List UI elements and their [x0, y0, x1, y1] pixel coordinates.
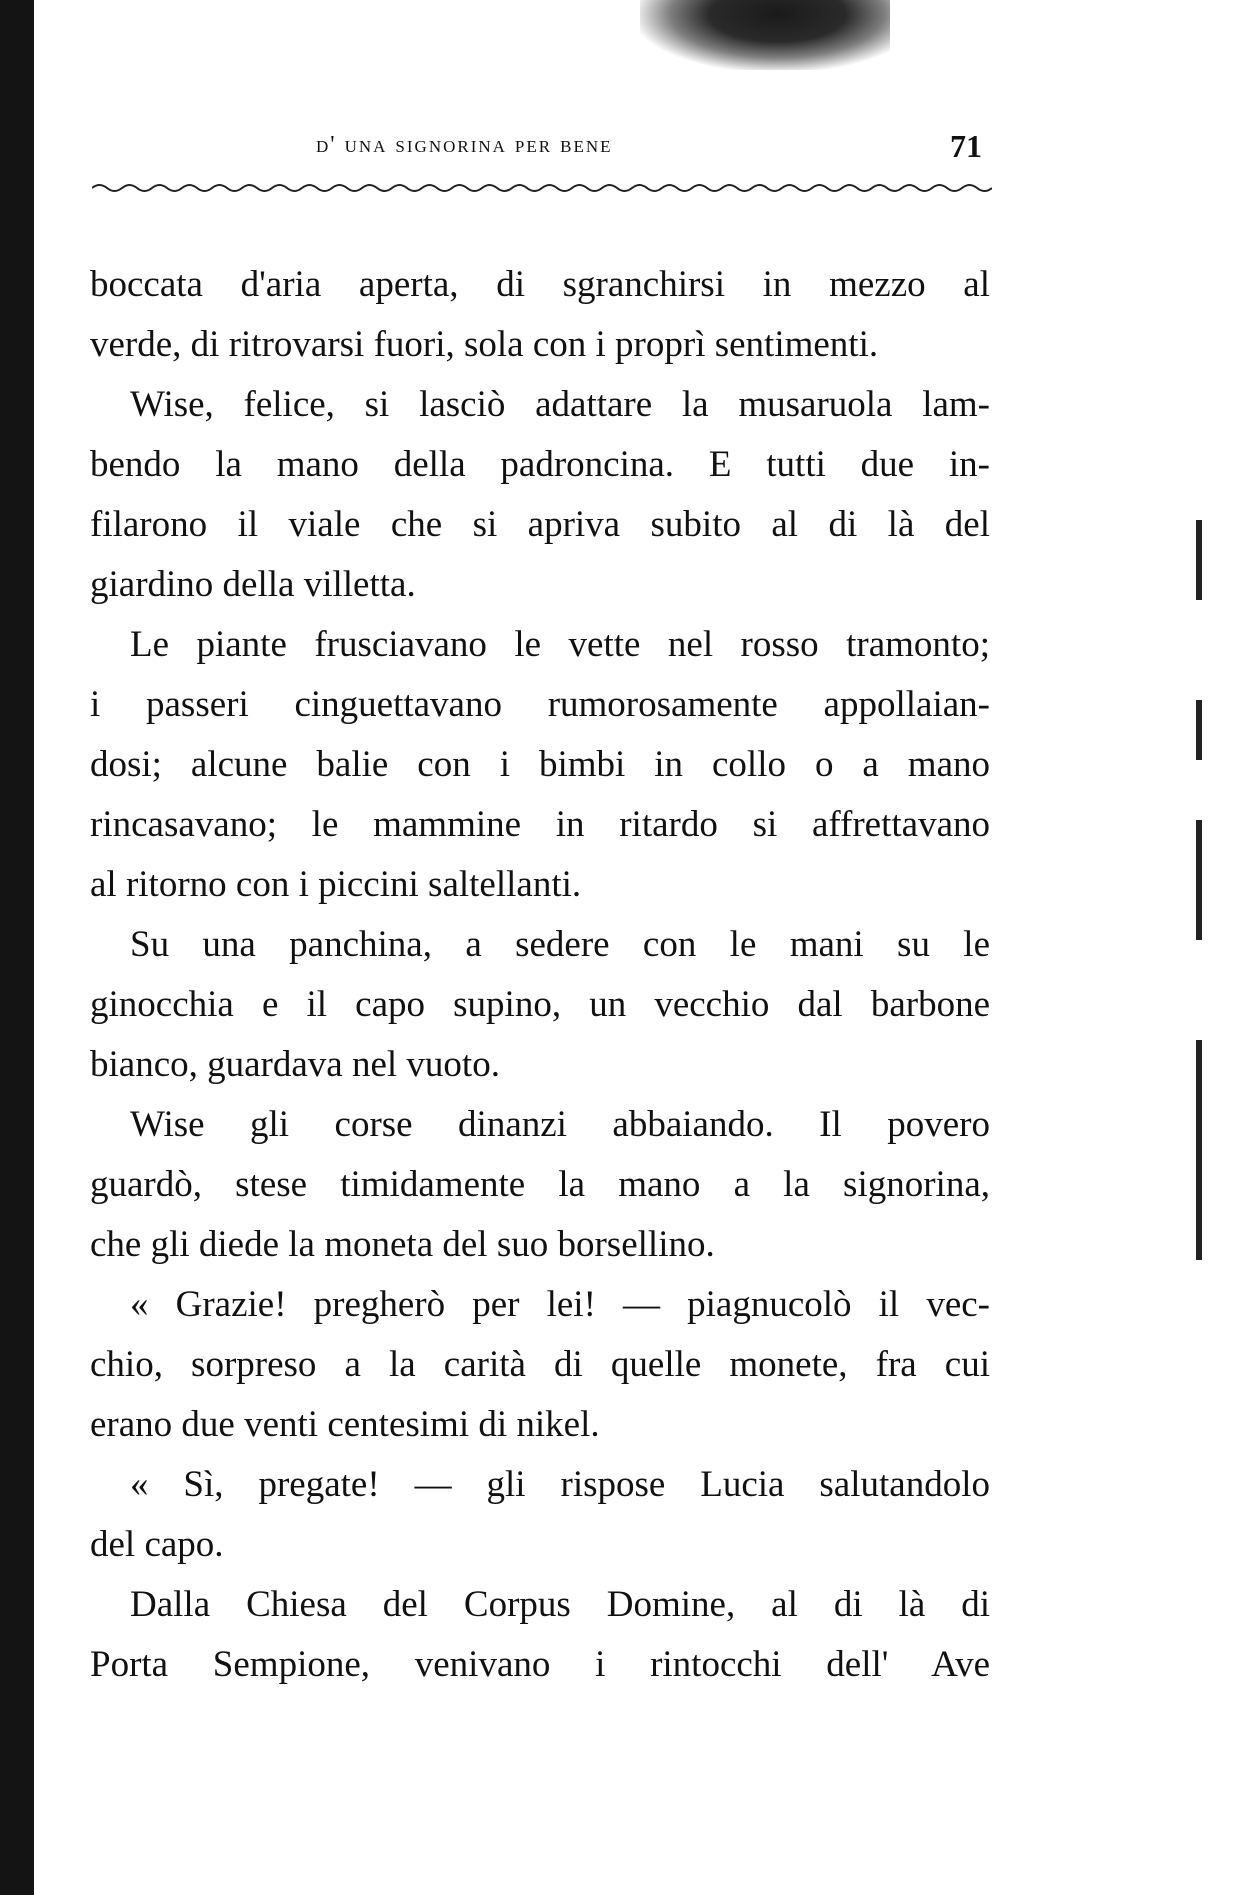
text-line: i passeri cinguettavano rumorosamente appollaian-: [90, 684, 990, 725]
text-line: Su una panchina, a sedere con le mani su le: [130, 924, 990, 965]
running-title: d' una signorina per bene: [316, 132, 613, 158]
text-line: Le piante frusciavano le vette nel rosso tramonto;: [130, 624, 990, 665]
scan-binding-edge: [0, 0, 34, 1895]
text-line: chio, sorpreso a la carità di quelle monete, fra cui: [90, 1344, 990, 1385]
body-text: [90, 255, 990, 1695]
text-line: filarono il viale che si apriva subito al di là del: [90, 504, 990, 545]
text-line: bendo la mano della padroncina. E tutti due in-: [90, 444, 990, 485]
text-line: Wise, felice, si lasciò adattare la musaruola lam-: [130, 384, 990, 425]
scan-mark: [1196, 520, 1202, 600]
text-line: dosi; alcune balie con i bimbi in collo o a mano: [90, 744, 990, 785]
text-line: bianco, guardava nel vuoto.: [90, 1044, 500, 1085]
text-line: boccata d'aria aperta, di sgranchirsi in mezzo al: [90, 264, 990, 305]
text-line: Wise gli corse dinanzi abbaiando. Il povero: [130, 1104, 990, 1145]
text-line: rincasavano; le mammine in ritardo si affrettavano: [90, 804, 990, 845]
scan-mark: [1196, 820, 1202, 940]
ornamental-rule: [92, 180, 992, 196]
scan-ink-smudge: [640, 0, 890, 70]
running-head: [90, 128, 990, 168]
text-line: « Sì, pregate! — gli rispose Lucia salutandolo: [130, 1464, 990, 1505]
scan-mark: [1196, 700, 1202, 760]
text-line: giardino della villetta.: [90, 564, 416, 605]
text-line: « Grazie! pregherò per lei! — piagnucolò il vec-: [130, 1284, 990, 1325]
page-number: 71: [950, 128, 982, 164]
text-line: del capo.: [90, 1524, 224, 1565]
text-line: erano due venti centesimi di nikel.: [90, 1404, 600, 1445]
text-line: verde, di ritrovarsi fuori, sola con i proprì sentimenti.: [90, 324, 879, 365]
text-line: che gli diede la moneta del suo borsellino.: [90, 1224, 715, 1265]
scan-edge-marks: [1196, 520, 1210, 1320]
text-line: al ritorno con i piccini saltellanti.: [90, 864, 582, 905]
text-line: ginocchia e il capo supino, un vecchio dal barbone: [90, 984, 990, 1025]
text-line: Dalla Chiesa del Corpus Domine, al di là di: [130, 1584, 990, 1625]
scan-mark: [1196, 1220, 1202, 1250]
text-line: Porta Sempione, venivano i rintocchi dell' Ave: [90, 1644, 990, 1685]
text-line: guardò, stese timidamente la mano a la signorina,: [90, 1164, 990, 1205]
